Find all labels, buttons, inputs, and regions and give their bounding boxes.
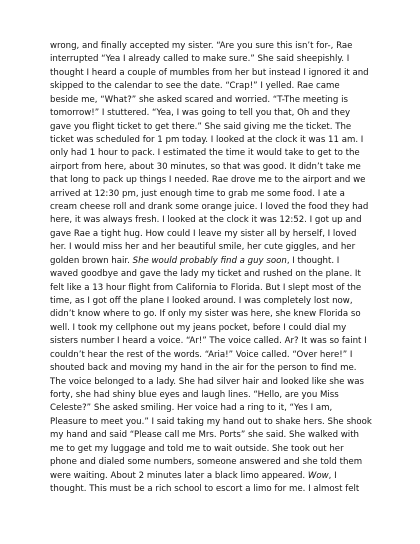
text-line: cream cheese roll and drank some orange juice. I loved the food they had xyxy=(50,202,369,213)
text-line: airport from here, about 30 minutes, so that was good. It didn’t take me xyxy=(50,161,361,172)
text-line: phone and dialed some numbers, someone answered and she told them xyxy=(50,457,363,468)
text-line: well. I took my cellphone out my jeans pocket, before I could dial my xyxy=(50,322,347,333)
text-line: time, as I got off the plane I looked around. I was completely lost now, xyxy=(50,296,353,307)
text-line: her. I would miss her and her beautiful smile, her cute giggles, and her xyxy=(50,242,356,253)
text-line: beside me, “What?” she asked scared and worried. “T-The meeting is xyxy=(50,94,348,105)
text-line: The voice belonged to a lady. She had silver hair and looked like she was xyxy=(50,376,364,387)
text-line: couldn’t hear the rest of the words. “Aria!” Voice called. “Over here!” I xyxy=(50,349,353,360)
text-fragment: golden brown hair. xyxy=(50,255,130,266)
text-line: tomorrow!” I stuttered. “Yea, I was going to tell you that, Oh and they xyxy=(50,108,351,119)
text-fragment: , I thought. I xyxy=(286,255,340,266)
text-line: gave you flight ticket to get there.” She said giving me the ticket. The xyxy=(50,121,352,132)
text-fragment: were waiting. About 2 minutes later a black limo appeared. xyxy=(50,470,306,481)
text-line: forty, she had shiny blue eyes and laugh lines. “Hello, are you Miss xyxy=(50,389,339,400)
text-line: wrong, and finally accepted my sister. “Are you sure this isn’t for-, Rae xyxy=(50,41,353,51)
text-fragment: , xyxy=(328,470,335,481)
text-fragment: I xyxy=(334,470,337,481)
text-line-italic xyxy=(50,255,382,268)
text-line-italic xyxy=(50,470,382,483)
text-line: Celeste?” She asked smiling. Her voice had a ring to it, “Yes I am, xyxy=(50,403,333,414)
text-line: thought I heard a couple of mumbles from her but instead I ignored it and xyxy=(50,67,369,78)
text-line: only had 1 hour to pack. I estimated the time it would take to get to the xyxy=(50,148,360,159)
text-line: my hand and said “Please call me Mrs. Ports” she said. She walked with xyxy=(50,430,360,441)
text-line: gave Rae a tight hug. How could I leave my sister all by herself, I loved xyxy=(50,228,357,239)
text-line: that long to pack up things I needed. Rae drove me to the airport and we xyxy=(50,175,366,186)
text-line: waved goodbye and gave the lady my ticket and rushed on the plane. It xyxy=(50,269,361,280)
text-line: arrived at 12:30 pm, just enough time to grab me some food. I ate a xyxy=(50,188,345,199)
text-line: shouted back and moving my hand in the air for the person to find me. xyxy=(50,363,357,374)
text-line: ticket was scheduled for 1 pm today. I looked at the clock it was 11 am. I xyxy=(50,134,364,145)
text-line: didn’t know where to go. If only my sister was here, she knew Florida so xyxy=(50,309,361,320)
story-text xyxy=(50,40,382,496)
text-line: me to get my luggage and told me to wait outside. She took out her xyxy=(50,443,344,454)
text-line: Pleasure to meet you.” I said taking my hand out to shake hers. She shook xyxy=(50,416,372,427)
italic-phrase: She would probably find a guy soon xyxy=(132,255,287,266)
text-line: thought. This must be a rich school to escort a limo for me. I almost felt xyxy=(50,483,360,494)
text-line: felt like a 13 hour flight from California to Florida. But I slept most of the xyxy=(50,282,362,293)
italic-word: Wow xyxy=(307,470,329,481)
text-line: sisters number I heard a voice. “Ar!” The voice called. Ar? It was so faint I xyxy=(50,336,367,347)
text-line: interrupted “Yea I already called to make sure.” She said sheepishly. I xyxy=(50,54,350,65)
text-line: here, it was always fresh. I looked at the clock it was 12:52. I got up and xyxy=(50,215,362,226)
text-line: skipped to the calendar to see the date. “Crap!” I yelled. Rae came xyxy=(50,81,340,92)
